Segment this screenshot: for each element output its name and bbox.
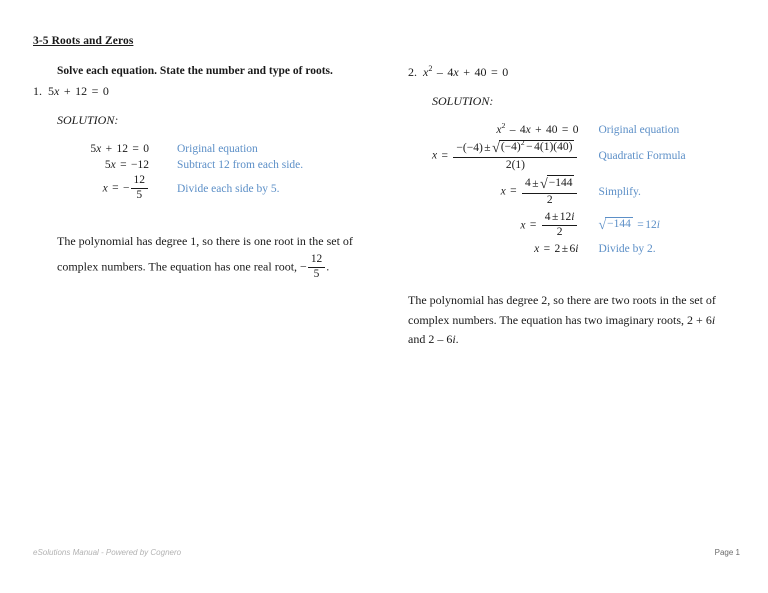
step-1-coef: 5 — [90, 142, 97, 155]
step-1-exponent: 2 — [501, 121, 506, 131]
numerator-twelve: 12 — [559, 211, 572, 224]
step-5-equation — [432, 241, 592, 257]
step-4-annotation — [592, 210, 685, 242]
problem-2-minus-sign: – — [436, 65, 443, 79]
step-3-equals: = — [112, 182, 119, 195]
derivation-row — [432, 174, 686, 210]
step-3-negative-sign: − — [123, 182, 130, 195]
problem-2-bx-coef: 4 — [447, 65, 454, 79]
page-title: 3-5 Roots and Zeros — [33, 35, 134, 47]
problem-1-statement — [33, 83, 393, 100]
step-2-annotation: Quadratic Formula — [598, 150, 686, 163]
page-footer — [0, 548, 768, 562]
derivation-row — [432, 241, 686, 257]
step-4-denominator: 2 — [556, 226, 563, 239]
problem-1-conclusion — [57, 230, 387, 281]
step-2-rhs: −12 — [131, 158, 149, 171]
step-1-rhs: 0 — [143, 142, 149, 155]
step-3-annotation: Divide each side by 5. — [177, 182, 280, 195]
step-1-const: 12 — [116, 142, 128, 155]
derivation-row — [57, 173, 303, 205]
step-1-var: x — [496, 124, 502, 137]
sqrt-neg-144 — [540, 175, 574, 192]
quadratic-formula-fraction — [453, 140, 577, 172]
radicand-a: (−4) — [500, 141, 521, 154]
problem-1-number: 1. — [33, 83, 42, 98]
footer-attribution: eSolutions Manual - Powered by Cognero — [33, 548, 182, 557]
quadratic-formula-denominator: 2(1) — [505, 158, 525, 171]
problem-2-variable: x — [423, 65, 429, 79]
step-5-imag-coef: 6 — [569, 243, 576, 256]
conclusion-text: The polynomial has degree 1, so there is one root in the set of complex numbers. The equation has one real root, — [57, 234, 353, 274]
step-1-rhs: 0 — [572, 124, 579, 137]
problem-1-derivation — [57, 141, 303, 205]
step-1-annotation: Original equation — [177, 142, 258, 155]
note-equals: = — [637, 219, 644, 232]
step-4-var: x — [520, 219, 526, 232]
step-4-equation — [432, 210, 592, 242]
derivation-row — [432, 138, 686, 174]
problem-2-solution-label: SOLUTION: — [432, 94, 494, 109]
step-1-const: 40 — [545, 124, 558, 137]
note-value: 12 — [645, 219, 657, 232]
step-1-equation — [432, 122, 592, 138]
step-1-bx-coef: 4 — [519, 124, 526, 137]
step-5-annotation: Divide by 2. — [598, 243, 656, 256]
step-3-fraction — [131, 174, 149, 202]
step-3-var: x — [500, 185, 506, 198]
problem-2-column — [408, 64, 758, 349]
numerator-neg-four: −4 — [466, 141, 479, 154]
radicand-b: 4(1)(40) — [534, 141, 573, 154]
fraction-numerator: 12 — [131, 174, 149, 188]
problem-1-column — [33, 64, 393, 281]
problem-2-statement — [408, 64, 758, 81]
conclusion-period: . — [326, 259, 330, 274]
radical-sign-icon: √ — [492, 139, 500, 156]
problem-2-constant: 40 — [474, 65, 487, 79]
numerator-imaginary-unit: i — [571, 211, 575, 224]
numerator-close-paren: ) — [478, 141, 483, 154]
problem-2-equals-sign: = — [491, 65, 498, 79]
step-2-coef: 5 — [104, 158, 111, 171]
step-5-var: x — [534, 243, 540, 256]
numerator-four: 4 — [544, 211, 551, 224]
step-3-var: x — [102, 182, 108, 195]
problem-1-coefficient: 5 — [48, 83, 54, 98]
radical-sign-icon: √ — [540, 175, 548, 192]
step-2-var: x — [110, 158, 116, 171]
sqrt-neg-144-note — [598, 217, 632, 234]
step-1-plus: + — [105, 142, 113, 155]
derivation-row — [57, 141, 303, 157]
step-3-denominator: 2 — [546, 194, 553, 207]
conclusion-middle: and 2 – 6 — [408, 331, 453, 346]
step-1-annotation: Original equation — [598, 124, 680, 137]
step-5-real-part: 2 — [554, 243, 561, 256]
conclusion-imag-2: i — [452, 331, 456, 346]
step-3-annotation: Simplify. — [598, 185, 641, 198]
step-4-equals: = — [529, 219, 537, 232]
derivation-row — [57, 157, 303, 173]
conclusion-text: The polynomial has degree 2, so there are two roots in the set of complex numbers. The equation has two imaginary roots, 2 + 6 — [408, 293, 716, 327]
problem-2-conclusion — [408, 291, 728, 349]
problem-2-derivation — [432, 122, 686, 257]
step-4-numerator — [542, 211, 578, 225]
step-2-equals: = — [441, 149, 448, 162]
problem-2-plus-sign: + — [463, 65, 471, 79]
radicand-exponent: 2 — [520, 138, 525, 148]
fraction-numerator: 12 — [308, 253, 325, 267]
step-1-equation — [57, 141, 165, 157]
step-3-numerator — [522, 175, 578, 193]
footer-page-number: Page 1 — [714, 548, 740, 557]
problem-1-equals-sign: = — [91, 83, 99, 98]
step-4-fraction — [542, 211, 578, 239]
step-1-equals: = — [561, 124, 569, 137]
step-2-annotation: Subtract 12 from each side. — [177, 158, 304, 171]
radicand: −144 — [548, 176, 573, 189]
derivation-row — [432, 210, 686, 242]
quadratic-formula-numerator — [453, 140, 577, 158]
problem-1-rhs: 0 — [102, 83, 109, 98]
problem-2-number: 2. — [408, 65, 417, 79]
problem-2-exponent: 2 — [428, 64, 433, 73]
sqrt-discriminant — [492, 140, 574, 157]
radicand-minus: − — [526, 141, 533, 154]
problem-1-solution-label: SOLUTION: — [57, 112, 119, 127]
step-5-equals: = — [543, 243, 551, 256]
numerator-plus-minus: ± — [484, 141, 491, 154]
step-1-minus: – — [509, 124, 516, 137]
radicand — [499, 140, 575, 154]
step-3-fraction — [522, 175, 578, 207]
problem-1-plus-sign: + — [63, 83, 71, 98]
numerator-plus-minus: ± — [532, 177, 539, 190]
numerator-neg: − — [456, 141, 463, 154]
problem-1-variable: x — [54, 83, 60, 98]
step-3-equation — [57, 173, 165, 205]
step-3-equals: = — [510, 185, 517, 198]
step-5-plus-minus: ± — [561, 243, 568, 256]
numerator-open-paren: ( — [462, 141, 467, 154]
step-2-equation — [57, 157, 165, 173]
step-3-equation — [432, 174, 592, 210]
fraction-denominator: 5 — [136, 189, 143, 202]
step-1-equals: = — [132, 142, 139, 155]
step-2-equals: = — [120, 158, 127, 171]
problem-2-rhs: 0 — [502, 65, 509, 79]
radical-sign-icon: √ — [598, 217, 607, 234]
step-1-var: x — [96, 142, 102, 155]
step-2-equation — [432, 138, 592, 174]
conclusion-minus: − — [300, 259, 307, 274]
conclusion-fraction — [308, 253, 325, 281]
note-imaginary-unit: i — [656, 219, 660, 232]
numerator-plus-minus: ± — [551, 211, 559, 224]
conclusion-period: . — [455, 331, 459, 346]
step-5-imaginary-unit: i — [575, 243, 579, 256]
conclusion-imag-1: i — [711, 312, 716, 327]
step-1-plus: + — [535, 124, 542, 137]
fraction-denominator: 5 — [313, 268, 320, 281]
derivation-row — [432, 122, 686, 138]
radicand: −144 — [607, 218, 631, 231]
directions-text: Solve each equation. State the number and type of roots. — [57, 65, 333, 77]
step-2-const: 12 — [137, 158, 149, 171]
numerator-four: 4 — [524, 177, 531, 190]
problem-1-constant: 12 — [75, 83, 88, 98]
step-2-var: x — [432, 149, 438, 162]
problem-2-bx-var: x — [453, 65, 459, 79]
step-1-bx-var: x — [525, 124, 531, 137]
